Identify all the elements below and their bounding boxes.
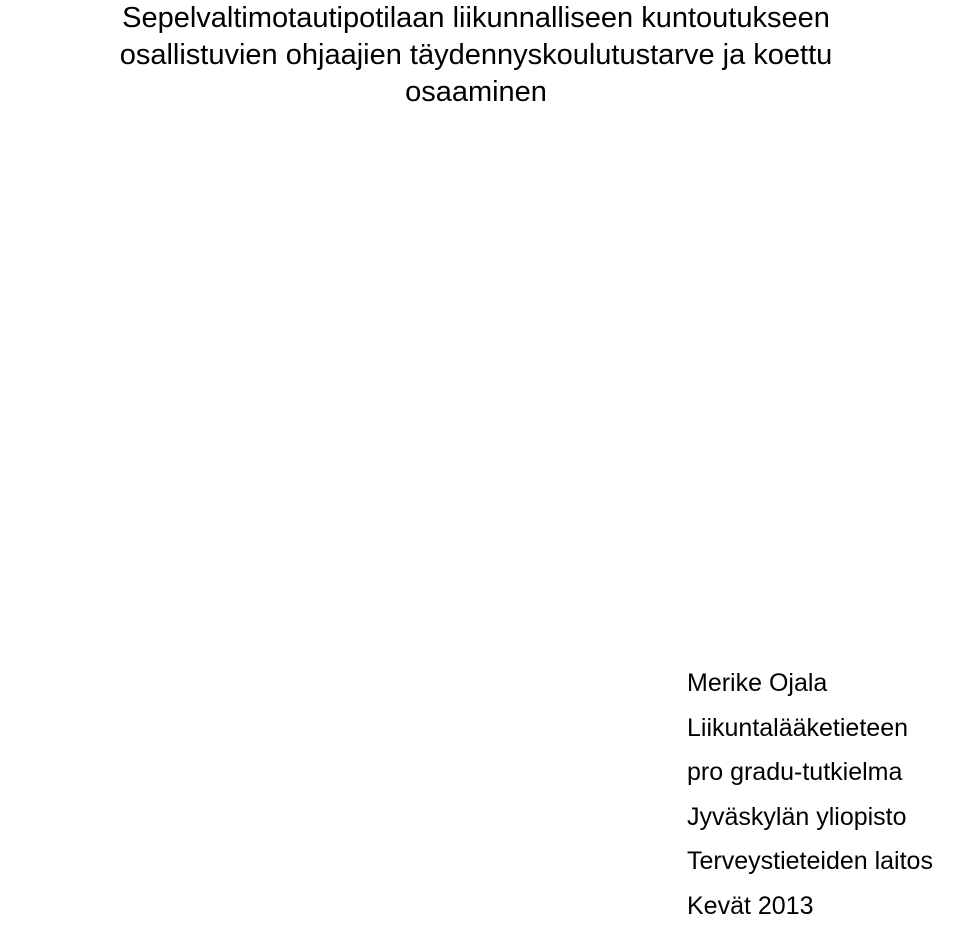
author-name: Merike Ojala	[687, 669, 828, 697]
department-name: Terveystieteiden laitos	[687, 847, 933, 876]
thesis-title-line-3: osaaminen	[405, 76, 547, 108]
thesis-type: pro gradu-tutkielma	[687, 758, 903, 787]
thesis-date: Kevät 2013	[687, 891, 814, 920]
university-name: Jyväskylän yliopisto	[687, 802, 907, 831]
thesis-title-line-1: Sepelvaltimotautipotilaan liikunnalliseen kuntoutukseen	[122, 2, 830, 34]
thesis-title	[6, 0, 946, 111]
subject-field: Liikuntalääketieteen	[687, 713, 908, 742]
author-info-block	[687, 671, 957, 939]
thesis-title-line-2: osallistuvien ohjaajien täydennyskoulutustarve ja koettu	[119, 39, 833, 71]
